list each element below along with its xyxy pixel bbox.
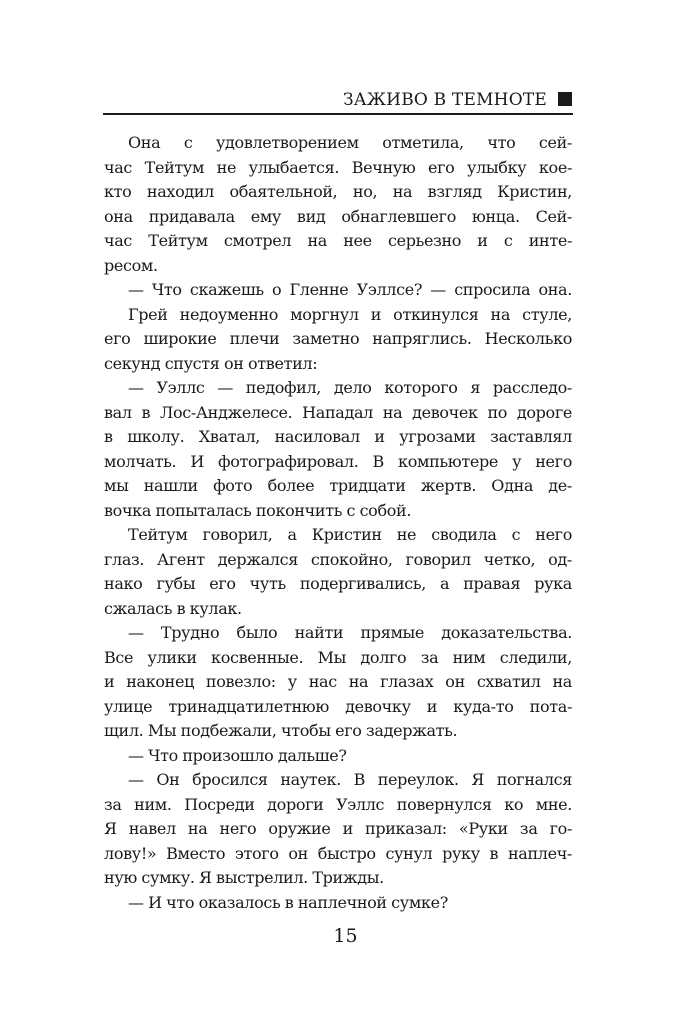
text-line: молчать. И фотографировал. В компьютере у него: [104, 451, 572, 471]
header-rule: [103, 113, 573, 115]
text-line: Грей недоуменно моргнул и откинулся на стуле,: [128, 304, 572, 324]
text-line: сжалась в кулак.: [104, 598, 242, 618]
text-line: лову!» Вместо этого он быстро сунул руку в наплеч-: [104, 843, 572, 863]
text-line: — Он бросился наутек. В переулок. Я погнался: [128, 770, 572, 789]
text-line: — Уэллс — педофил, дело которого я расследо-: [128, 378, 572, 397]
text-line: — И что оказалось в наплечной сумке?: [128, 892, 448, 912]
text-line: щил. Мы подбежали, чтобы его задержать.: [104, 721, 458, 740]
text-line: — Что произошло дальше?: [128, 745, 347, 765]
text-line: — Трудно было найти прямые доказательства.: [128, 623, 572, 642]
text-line: вочка попыталась покончить с собой.: [104, 500, 412, 520]
text-line: час Тейтум смотрел на нее серьезно и с инте-: [104, 231, 572, 250]
running-header-title: ЗАЖИВО В ТЕМНОТЕ: [343, 90, 547, 110]
text-line: улице тринадцатилетнюю девочку и куда-то пота-: [104, 696, 572, 716]
text-line: Она с удовлетворением отметила, что сей-: [128, 133, 572, 152]
text-line: в школу. Хватал, насиловал и угрозами заставлял: [104, 427, 572, 446]
text-line: вал в Лос-Анджелесе. Нападал на девочек по дороге: [104, 402, 572, 422]
text-line: Я навел на него оружие и приказал: «Руки за го-: [104, 819, 572, 838]
page-number: 15: [333, 925, 358, 947]
text-line: ресом.: [104, 255, 158, 275]
body-text: [104, 131, 572, 915]
text-line: за ним. Посреди дороги Уэллс повернулся ко мне.: [104, 794, 572, 814]
text-line: кто находил обаятельной, но, на взгляд Кристин,: [104, 182, 572, 201]
text-line: Все улики косвенные. Мы долго за ним следили,: [104, 647, 572, 667]
text-line: нако губы его чуть подергивались, а правая рука: [104, 574, 572, 593]
header-square-ornament: [558, 92, 572, 106]
text-line: его широкие плечи заметно напряглись. Несколько: [104, 329, 572, 348]
text-line: — Что скажешь о Гленне Уэллсе? — спросила она.: [128, 280, 572, 299]
text-line: и наконец повезло: у нас на глазах он схватил на: [104, 672, 572, 691]
text-line: ную сумку. Я выстрелил. Трижды.: [104, 868, 384, 887]
text-line: Тейтум говорил, а Кристин не сводила с него: [128, 525, 572, 544]
text-line: мы нашли фото более тридцати жертв. Одна де-: [104, 476, 572, 495]
text-line: секунд спустя он ответил:: [104, 353, 318, 373]
running-header: [103, 88, 573, 114]
text-line: она придавала ему вид обнаглевшего юнца. Сей-: [104, 206, 572, 226]
text-line: глаз. Агент держался спокойно, говорил четко, од-: [104, 549, 572, 569]
text-line: час Тейтум не улыбается. Вечную его улыбку кое-: [104, 157, 572, 177]
